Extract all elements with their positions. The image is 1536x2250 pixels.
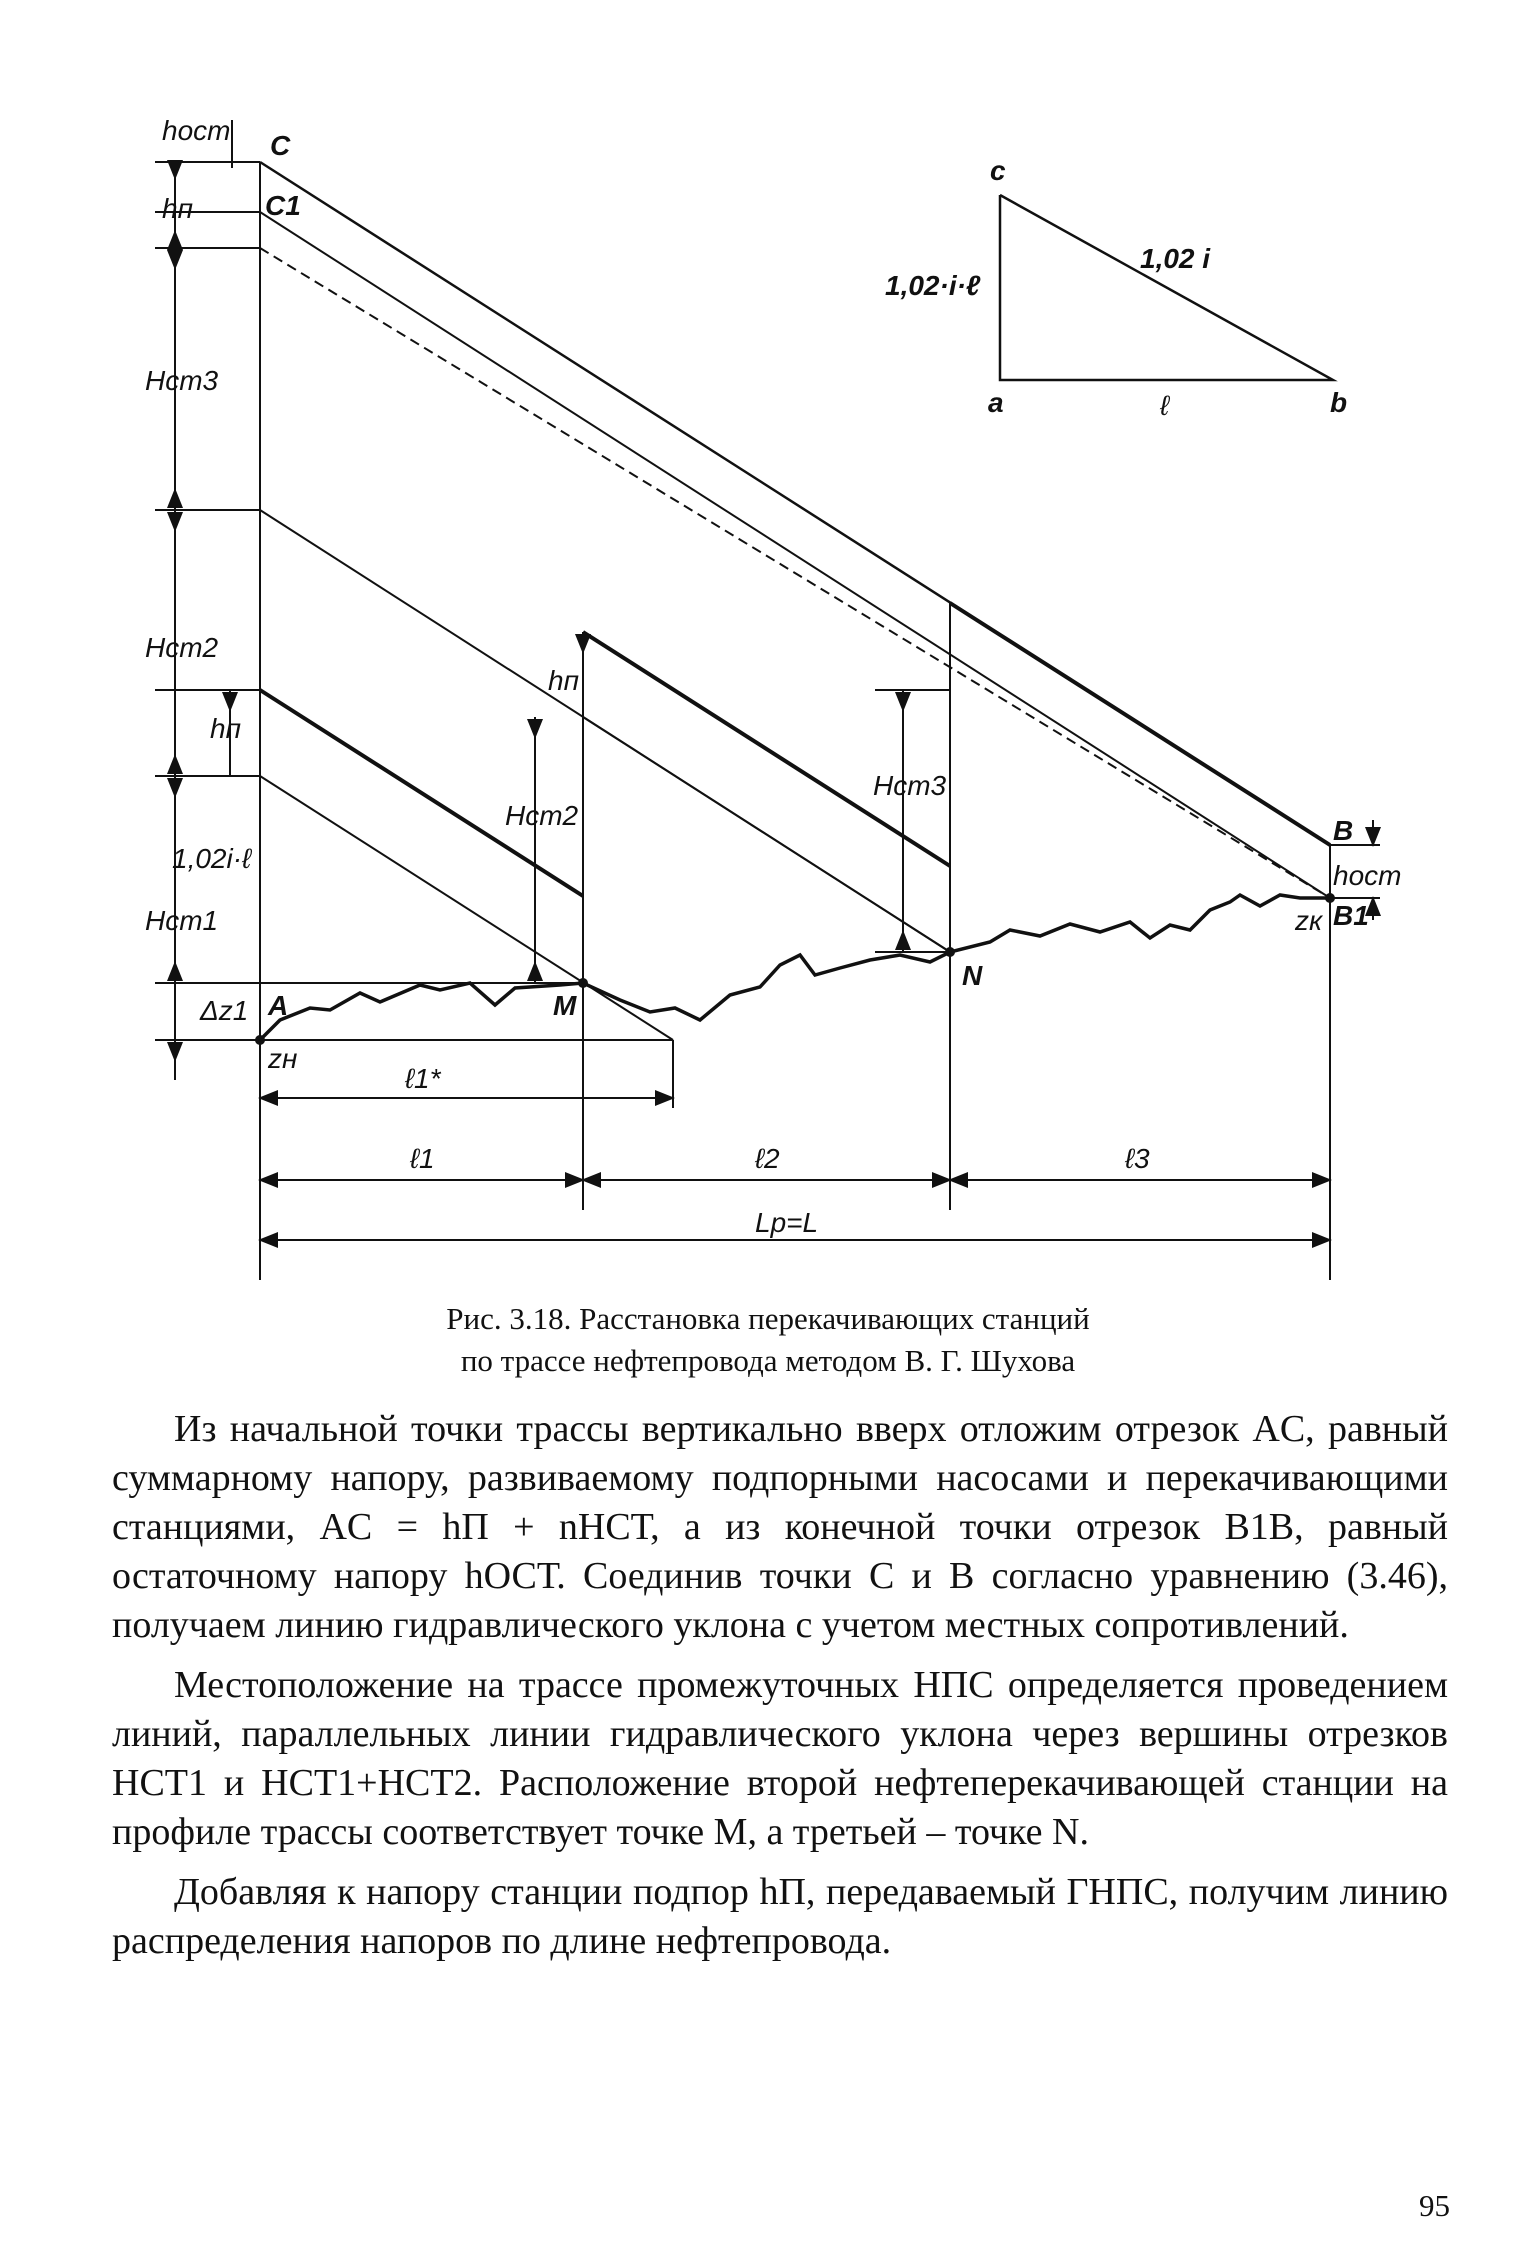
label-zH: zн <box>268 1043 298 1074</box>
label-tri-b: b <box>1330 387 1348 418</box>
triangle-abc <box>1000 195 1333 380</box>
label-H-st3-left: Hст3 <box>145 365 219 396</box>
caption-line-2: по трассе нефтепровода методом В. Г. Шухова <box>460 1343 1076 1378</box>
label-tri-hyp: 1,02 i <box>1140 243 1211 274</box>
label-h-p-top: hп <box>162 193 193 224</box>
label-l1: ℓ1 <box>410 1143 435 1174</box>
label-H-st1-left: Hст1 <box>145 905 219 936</box>
label-h-ost-top: hост <box>162 115 231 146</box>
label-M: M <box>553 990 577 1021</box>
label-tri-vertical: 1,02·i·ℓ <box>885 270 981 301</box>
label-coef-left: 1,02i·ℓ <box>172 843 252 874</box>
terrain-profile <box>260 895 1330 1040</box>
label-l1-star: ℓ1* <box>405 1063 441 1094</box>
label-Lp-L: Lр=L <box>755 1207 819 1238</box>
label-N: N <box>962 960 983 991</box>
label-h-p-M: hп <box>548 665 579 696</box>
body-text <box>112 1405 1448 1977</box>
paragraph-1: Из начальной точки трассы вертикально вверх отложим отрезок AC, равный суммарному напору, развиваемому подпорными насосами и перекачивающими станциями, AC = hП + nHСТ, а из конечной точки отрезок B1B, равный остаточному напору hОСТ. Соединив точки C и B согласно уравнению (3.46), получаем линию гидравлического уклона с учетом местных сопротивлений. <box>112 1408 1448 1646</box>
label-dz1: Δz1 <box>200 995 249 1026</box>
figure-caption <box>0 1298 1536 1382</box>
paragraph-2: Местоположение на трассе промежуточных НПС определяется проведением линий, параллельных линии гидравлического уклона через вершины отрезков HСТ1 и HСТ1+HСТ2. Расположение второй нефтеперекачивающей станции на профиле трассы соответствует точке M, а третьей – точке N. <box>112 1664 1448 1853</box>
label-H-st2-M: Hст2 <box>505 800 579 831</box>
label-tri-c: c <box>990 155 1006 186</box>
label-l2: ℓ2 <box>755 1143 780 1174</box>
label-tri-a: a <box>988 387 1004 418</box>
label-B1: B1 <box>1333 900 1369 931</box>
label-h-p-mid: hп <box>210 713 241 744</box>
label-H-st2-left: Hст2 <box>145 632 219 663</box>
label-C1: C1 <box>265 190 301 221</box>
paragraph-3: Добавляя к напору станции подпор hП, передаваемый ГНПС, получим линию распределения напоров по длине нефтепровода. <box>112 1871 1448 1962</box>
label-l3: ℓ3 <box>1125 1143 1150 1174</box>
label-zK: zк <box>1295 905 1323 936</box>
label-C: C <box>270 130 291 161</box>
label-A: A <box>268 990 289 1021</box>
label-B: B <box>1333 815 1354 846</box>
label-tri-base: ℓ <box>1160 390 1170 421</box>
label-H-st3-N: Hст3 <box>873 770 947 801</box>
page-number: 95 <box>1419 2188 1450 2223</box>
caption-line-1: Рис. 3.18. Расстановка перекачивающих станций <box>446 1301 1090 1336</box>
label-h-ost-right: hост <box>1333 860 1402 891</box>
